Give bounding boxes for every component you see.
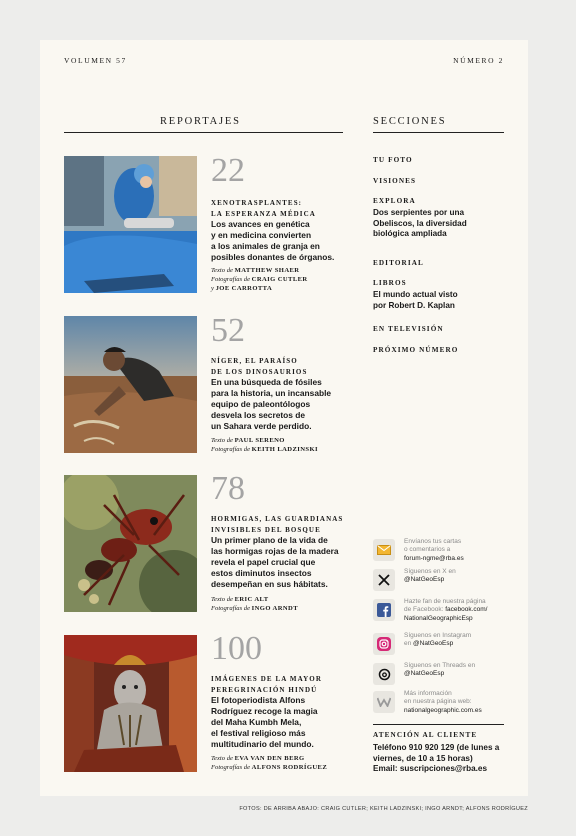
contact-text: Síguenos en X en [404,568,456,575]
story-4-summary-line: Rodríguez recoge la magia [211,705,318,716]
credit-name: JOE CARROTTA [215,284,273,292]
facebook-icon [373,599,395,621]
customer-service-phone[interactable]: Teléfono 910 920 129 (de lunes a [373,743,500,752]
story-1-summary-line: Los avances en genética [211,219,310,229]
contact-website[interactable] [373,690,508,714]
section-en-television[interactable]: EN TELEVISIÓN [373,325,444,333]
contact-text: de Facebook: [404,606,446,614]
story-3-title[interactable] [211,514,356,535]
mail-icon [373,539,395,561]
story-1-summary-line: y en medicina convierten [211,229,312,240]
explora-line: Obeliscos, la diversidad [373,218,467,228]
contact-text: Envíanos tus cartas [404,538,462,545]
section-proximo-numero[interactable]: PRÓXIMO NÚMERO [373,346,459,354]
story-3-summary-line: estos diminutos insectos [211,567,312,578]
explora-line: biológica ampliada [373,229,447,239]
story-2-summary-line: para la historia, un incansable [211,387,332,398]
contact-text: en nuestra página web: [404,698,472,706]
story-4-page-number: 100 [211,630,262,667]
credit-label: Texto de [211,755,233,762]
libros-line: por Robert D. Kaplan [373,300,455,310]
credit-name: CRAIG CUTLER [251,275,308,283]
story-1-summary-line: a los animales de granja en [211,240,320,251]
credit-name: ERIC ALT [234,596,269,603]
volume-label: VOLUMEN 57 [64,56,127,65]
credit-label: Texto de [211,437,233,444]
customer-service-heading: ATENCIÓN AL CLIENTE [373,731,478,739]
instagram-icon [373,633,395,655]
contact-email-link[interactable]: forum-ngme@rba.es [404,554,464,562]
section-tu-foto[interactable]: TU FOTO [373,156,413,164]
story-3-title-line-1: HORMIGAS, LAS GUARDIANAS [211,515,344,523]
story-2-summary-line: desvela los secretos de [211,409,306,420]
story-4-credits [211,755,361,773]
contact-text: Síguenos en Threads en [404,662,476,669]
photo-credits-footer: FOTOS: DE ARRIBA ABAJO: CRAIG CUTLER; KEITH LADZINSKI; INGO ARNDT; ALFONS RODRÍGUEZ [239,806,528,812]
section-visiones[interactable]: VISIONES [373,177,417,185]
story-1-title-line-1: XENOTRASPLANTES: [211,199,303,207]
story-2-summary-line: En una búsqueda de fósiles [211,377,322,387]
section-editorial[interactable]: EDITORIAL [373,259,424,267]
story-3-title-line-2: INVISIBLES DEL BOSQUE [211,525,321,534]
story-2-title-line-2: DE LOS DINOSAURIOS [211,367,308,376]
story-2-photo-paleontologist[interactable] [64,316,197,453]
story-2-title-line-1: NÍGER, EL PARAÍSO [211,357,298,365]
reportajes-heading: REPORTAJES [160,116,241,127]
contact-letters[interactable] [373,538,508,562]
credit-name: PAUL SERENO [234,437,285,444]
credit-name: MATTHEW SHAER [234,267,300,274]
story-4-summary-line: El fotoperiodista Alfons [211,695,306,705]
story-3-summary [211,535,361,590]
contact-text: Síguenos en Instagram [404,632,472,639]
contact-text: Hazte fan de nuestra página [404,598,486,605]
story-4-photo-pilgrim[interactable] [64,635,197,772]
story-4-title[interactable] [211,674,361,695]
contact-instagram-handle[interactable]: @NatGeoEsp [413,640,454,648]
story-1-photo-surgery[interactable] [64,156,197,293]
contact-facebook-link[interactable]: NationalGeographicEsp [404,614,473,622]
contact-x[interactable] [373,568,508,592]
story-2-summary-line: un Sahara verde perdido. [211,420,312,431]
credit-name: ALFONS RODRÍGUEZ [251,763,328,771]
story-4-summary [211,695,351,750]
story-4-title-line-2: PEREGRINACIÓN HINDÚ [211,685,318,694]
contact-website-link[interactable]: nationalgeographic.com.es [404,706,482,714]
story-3-summary-line: revela el papel crucial que [211,556,316,567]
contact-text: Más información [404,690,452,697]
section-libros-description [373,290,503,311]
section-libros[interactable]: LIBROS [373,279,407,287]
credit-label: Texto de [211,267,233,274]
contact-threads[interactable] [373,662,508,686]
customer-service-info [373,743,508,775]
story-2-title[interactable] [211,356,356,377]
story-4-summary-line: del Maha Kumbh Mela, [211,716,302,727]
contact-text: en [404,640,414,648]
magazine-page [40,40,528,796]
section-explora[interactable]: EXPLORA [373,197,416,205]
story-2-summary-line: equipo de paleontólogos [211,398,311,409]
reportajes-rule [64,132,343,133]
story-4-title-line-1: IMÁGENES DE LA MAYOR [211,675,323,683]
customer-service-rule [373,724,504,725]
credit-label: Texto de [211,596,233,603]
contact-text: o comentarios a [404,546,451,554]
story-1-title[interactable] [211,198,356,219]
story-2-summary [211,377,351,432]
customer-service-email[interactable]: Email: suscripciones@rba.es [373,764,488,774]
story-2-credits [211,437,361,455]
credit-name: INGO ARNDT [251,604,298,612]
issue-number-label: NÚMERO 2 [453,56,504,65]
credit-name: KEITH LADZINSKI [251,445,318,453]
story-3-summary-line: Un primer plano de la vida de [211,535,328,545]
story-1-page-number: 22 [211,152,245,189]
web-icon [373,691,395,713]
credit-name: EVA VAN DEN BERG [234,755,305,762]
contact-facebook-link[interactable]: facebook.com/ [445,606,488,614]
customer-service-hours: viernes, de 10 a 15 horas) [373,753,473,763]
story-3-photo-ants[interactable] [64,475,197,612]
story-4-summary-line: multitudinario del mundo. [211,738,314,749]
explora-line: Dos serpientes por una [373,208,464,217]
story-4-summary-line: el festival religioso más [211,727,306,738]
credit-label: y [211,284,214,292]
story-3-credits [211,596,361,614]
contact-threads-handle[interactable]: @NatGeoEsp [404,670,445,678]
contact-facebook[interactable] [373,598,508,622]
story-1-summary-line: posibles donantes de órganos. [211,251,335,262]
story-3-page-number: 78 [211,470,245,507]
secciones-rule [373,132,504,133]
threads-icon [373,663,395,685]
credit-label: Fotografías de [211,445,251,453]
story-1-summary [211,219,351,263]
story-2-page-number: 52 [211,312,245,349]
story-1-credits [211,267,361,293]
contact-instagram[interactable] [373,632,508,656]
story-3-summary-line: desempeñan en sus hábitats. [211,578,328,589]
x-icon [373,569,395,591]
credit-label: Fotografías de [211,275,251,283]
libros-line: El mundo actual visto [373,290,458,299]
section-explora-description [373,208,503,240]
credit-label: Fotografías de [211,763,251,771]
story-3-summary-line: las hormigas rojas de la madera [211,545,339,556]
secciones-heading: SECCIONES [373,116,447,127]
credit-label: Fotografías de [211,604,251,612]
story-1-title-line-2: LA ESPERANZA MÉDICA [211,209,316,218]
contact-x-handle[interactable]: @NatGeoEsp [404,576,445,584]
